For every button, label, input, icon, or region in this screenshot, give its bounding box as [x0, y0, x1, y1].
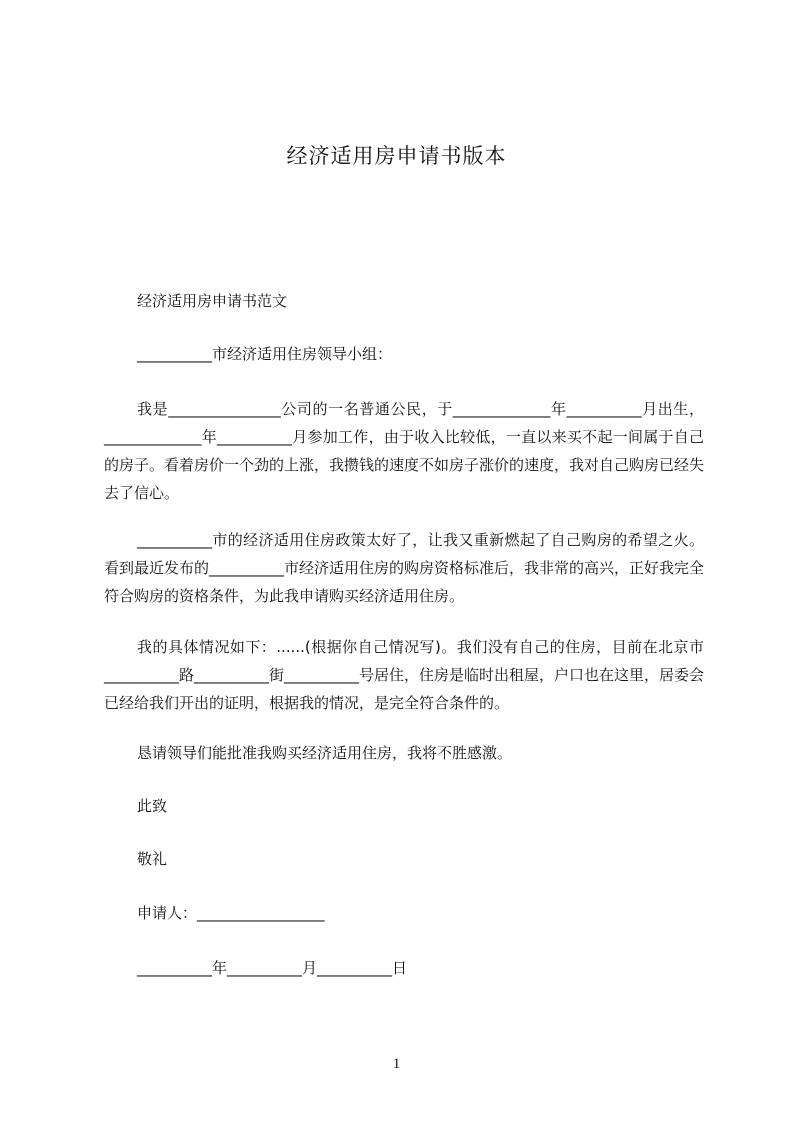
- closing-jingli: 敬礼: [137, 850, 168, 868]
- salutation: __________市经济适用住房领导小组：: [137, 345, 393, 363]
- paragraph-personal-info: 我是_______________公司的一名普通公民，于_____________年__________月出生，_____________年__________月参加工作，由于收入比较低，一直以来买不起一间属于自己的房子。看着房价一个劲的上涨，我攒钱的速度不如房子涨价的速度，我对自己购房已经失去了信心。: [104, 400, 705, 502]
- document-subtitle: 经济适用房申请书范文: [137, 292, 288, 310]
- paragraph-situation: 我的具体情况如下：......(根据你自己情况写)。我们没有自己的住房，目前在北京市__________路__________街__________号居住，住房是临时出租屋，户口也在这里，居委会已经给我们开出的证明，根据我的情况，是完全符合条件的。: [104, 638, 705, 712]
- request-line: 恳请领导们能批准我购买经济适用住房，我将不胜感激。: [137, 744, 513, 762]
- applicant-line: 申请人：_________________: [137, 904, 325, 922]
- closing-cizhi: 此致: [137, 797, 168, 815]
- paragraph-policy: __________市的经济适用住房政策太好了，让我又重新燃起了自己购房的希望之火。看到最近发布的__________市经济适用住房的购房资格标准后，我非常的高兴，正好我完全符合购房的资格条件，为此我申请购买经济适用住房。: [104, 531, 705, 605]
- page-number: 1: [392, 1056, 401, 1072]
- document-title: 经济适用房申请书版本: [286, 144, 507, 168]
- date-line: __________年__________月__________日: [137, 959, 408, 977]
